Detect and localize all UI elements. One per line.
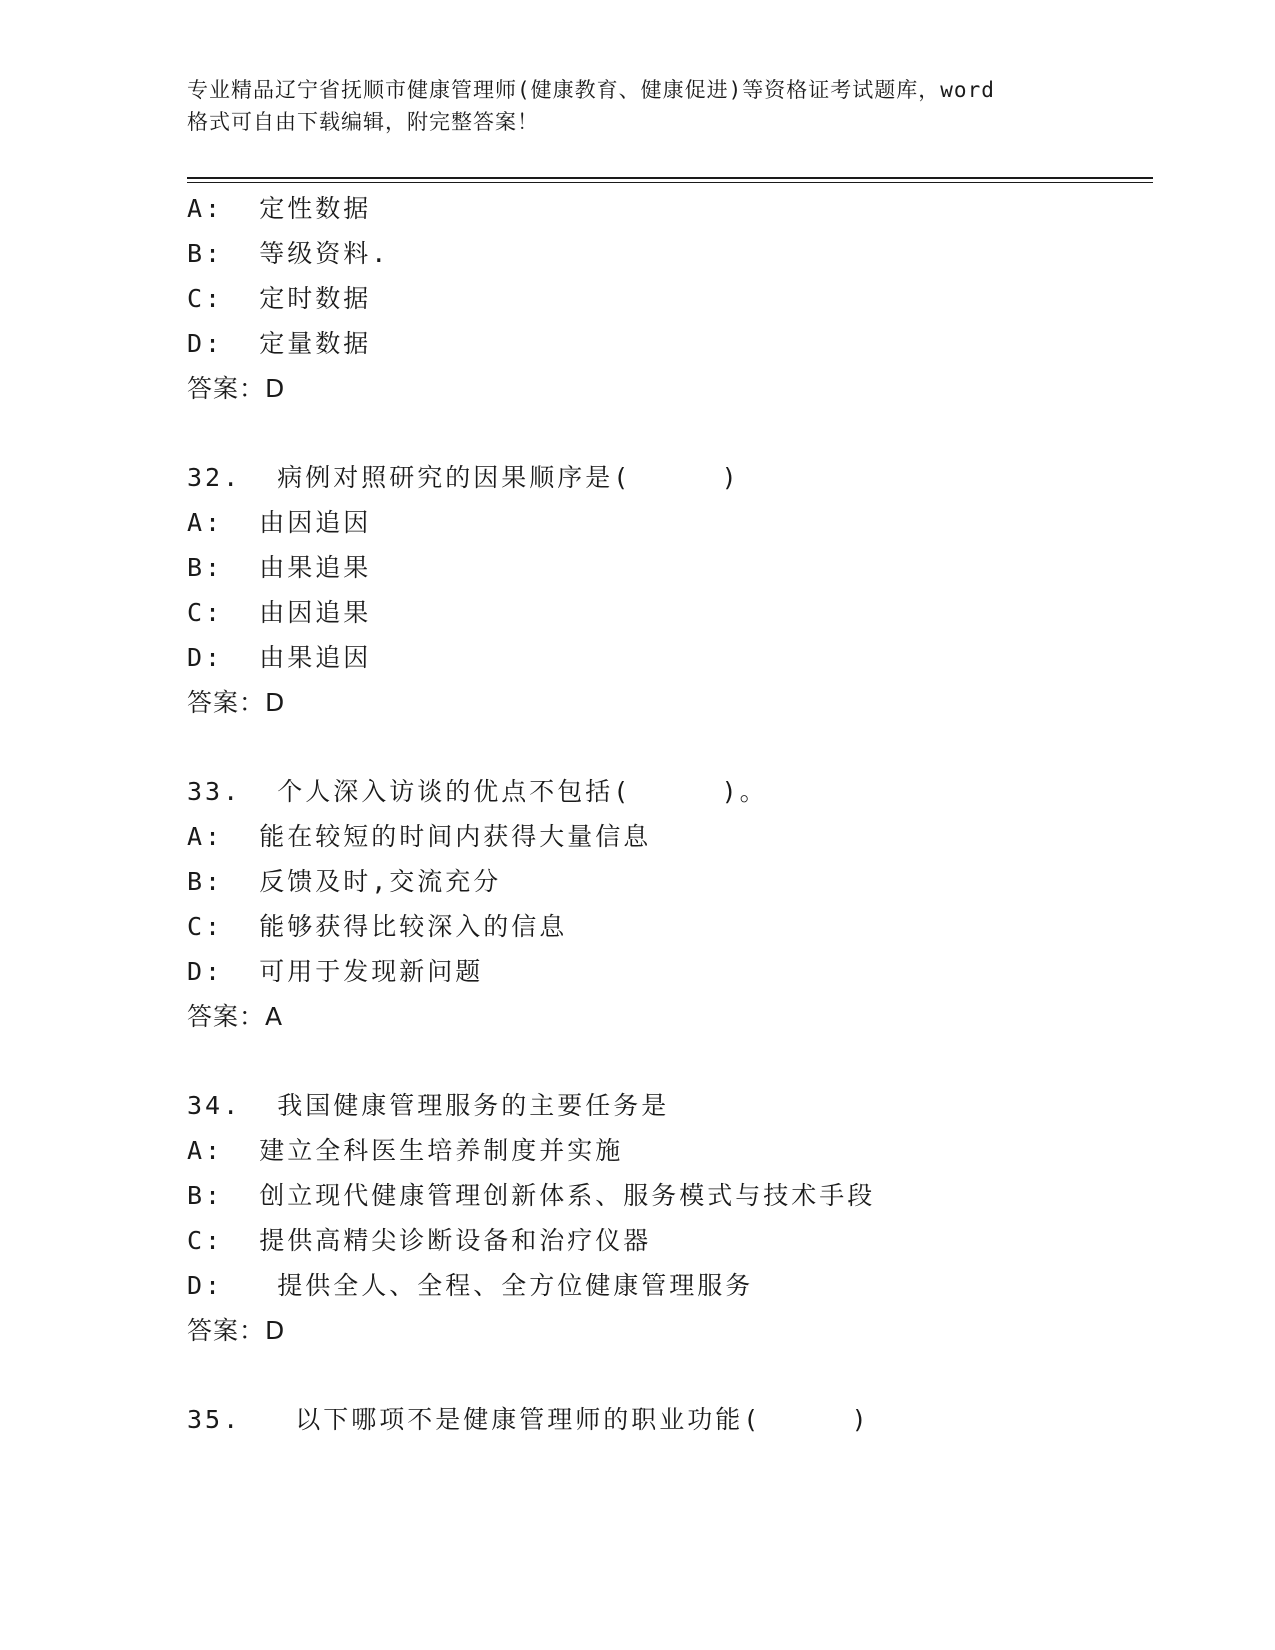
q32-answer: 答案：D xyxy=(187,688,286,717)
header-divider-thin xyxy=(187,182,1153,183)
q33-option-b: B: 反馈及时,交流充分 xyxy=(187,867,502,896)
q31-option-b: B: 等级资料. xyxy=(187,239,390,268)
q31-option-a: A: 定性数据 xyxy=(187,194,372,223)
q33-answer: 答案：A xyxy=(187,1002,284,1031)
q32-option-a: A: 由因追因 xyxy=(187,508,372,537)
header-line-1: 专业精品辽宁省抚顺市健康管理师(健康教育、健康促进)等资格证考试题库，word xyxy=(187,78,995,102)
q32-stem: 32. 病例对照研究的因果顺序是( ) xyxy=(187,463,740,492)
q34-option-c: C: 提供高精尖诊断设备和治疗仪器 xyxy=(187,1226,652,1255)
q31-answer: 答案：D xyxy=(187,374,286,403)
q33-option-d: D: 可用于发现新问题 xyxy=(187,957,484,986)
q32-option-d: D: 由果追因 xyxy=(187,643,372,672)
q34-option-a: A: 建立全科医生培养制度并实施 xyxy=(187,1136,624,1165)
q31-option-d: D: 定量数据 xyxy=(187,329,372,358)
q34-answer: 答案：D xyxy=(187,1316,286,1345)
q35-stem: 35. 以下哪项不是健康管理师的职业功能( ) xyxy=(187,1405,870,1434)
q34-option-b: B: 创立现代健康管理创新体系、服务模式与技术手段 xyxy=(187,1181,876,1210)
q32-option-c: C: 由因追果 xyxy=(187,598,372,627)
q33-stem: 33. 个人深入访谈的优点不包括( )。 xyxy=(187,777,768,806)
document-header xyxy=(187,74,1087,138)
q33-option-c: C: 能够获得比较深入的信息 xyxy=(187,912,568,941)
header-line-2: 格式可自由下载编辑，附完整答案！ xyxy=(187,110,539,134)
q32-option-b: B: 由果追果 xyxy=(187,553,372,582)
header-divider-thick xyxy=(187,177,1153,179)
q31-option-c: C: 定时数据 xyxy=(187,284,372,313)
q34-option-d: D: 提供全人、全程、全方位健康管理服务 xyxy=(187,1271,754,1300)
q34-stem: 34. 我国健康管理服务的主要任务是 xyxy=(187,1091,670,1120)
q33-option-a: A: 能在较短的时间内获得大量信息 xyxy=(187,822,652,851)
